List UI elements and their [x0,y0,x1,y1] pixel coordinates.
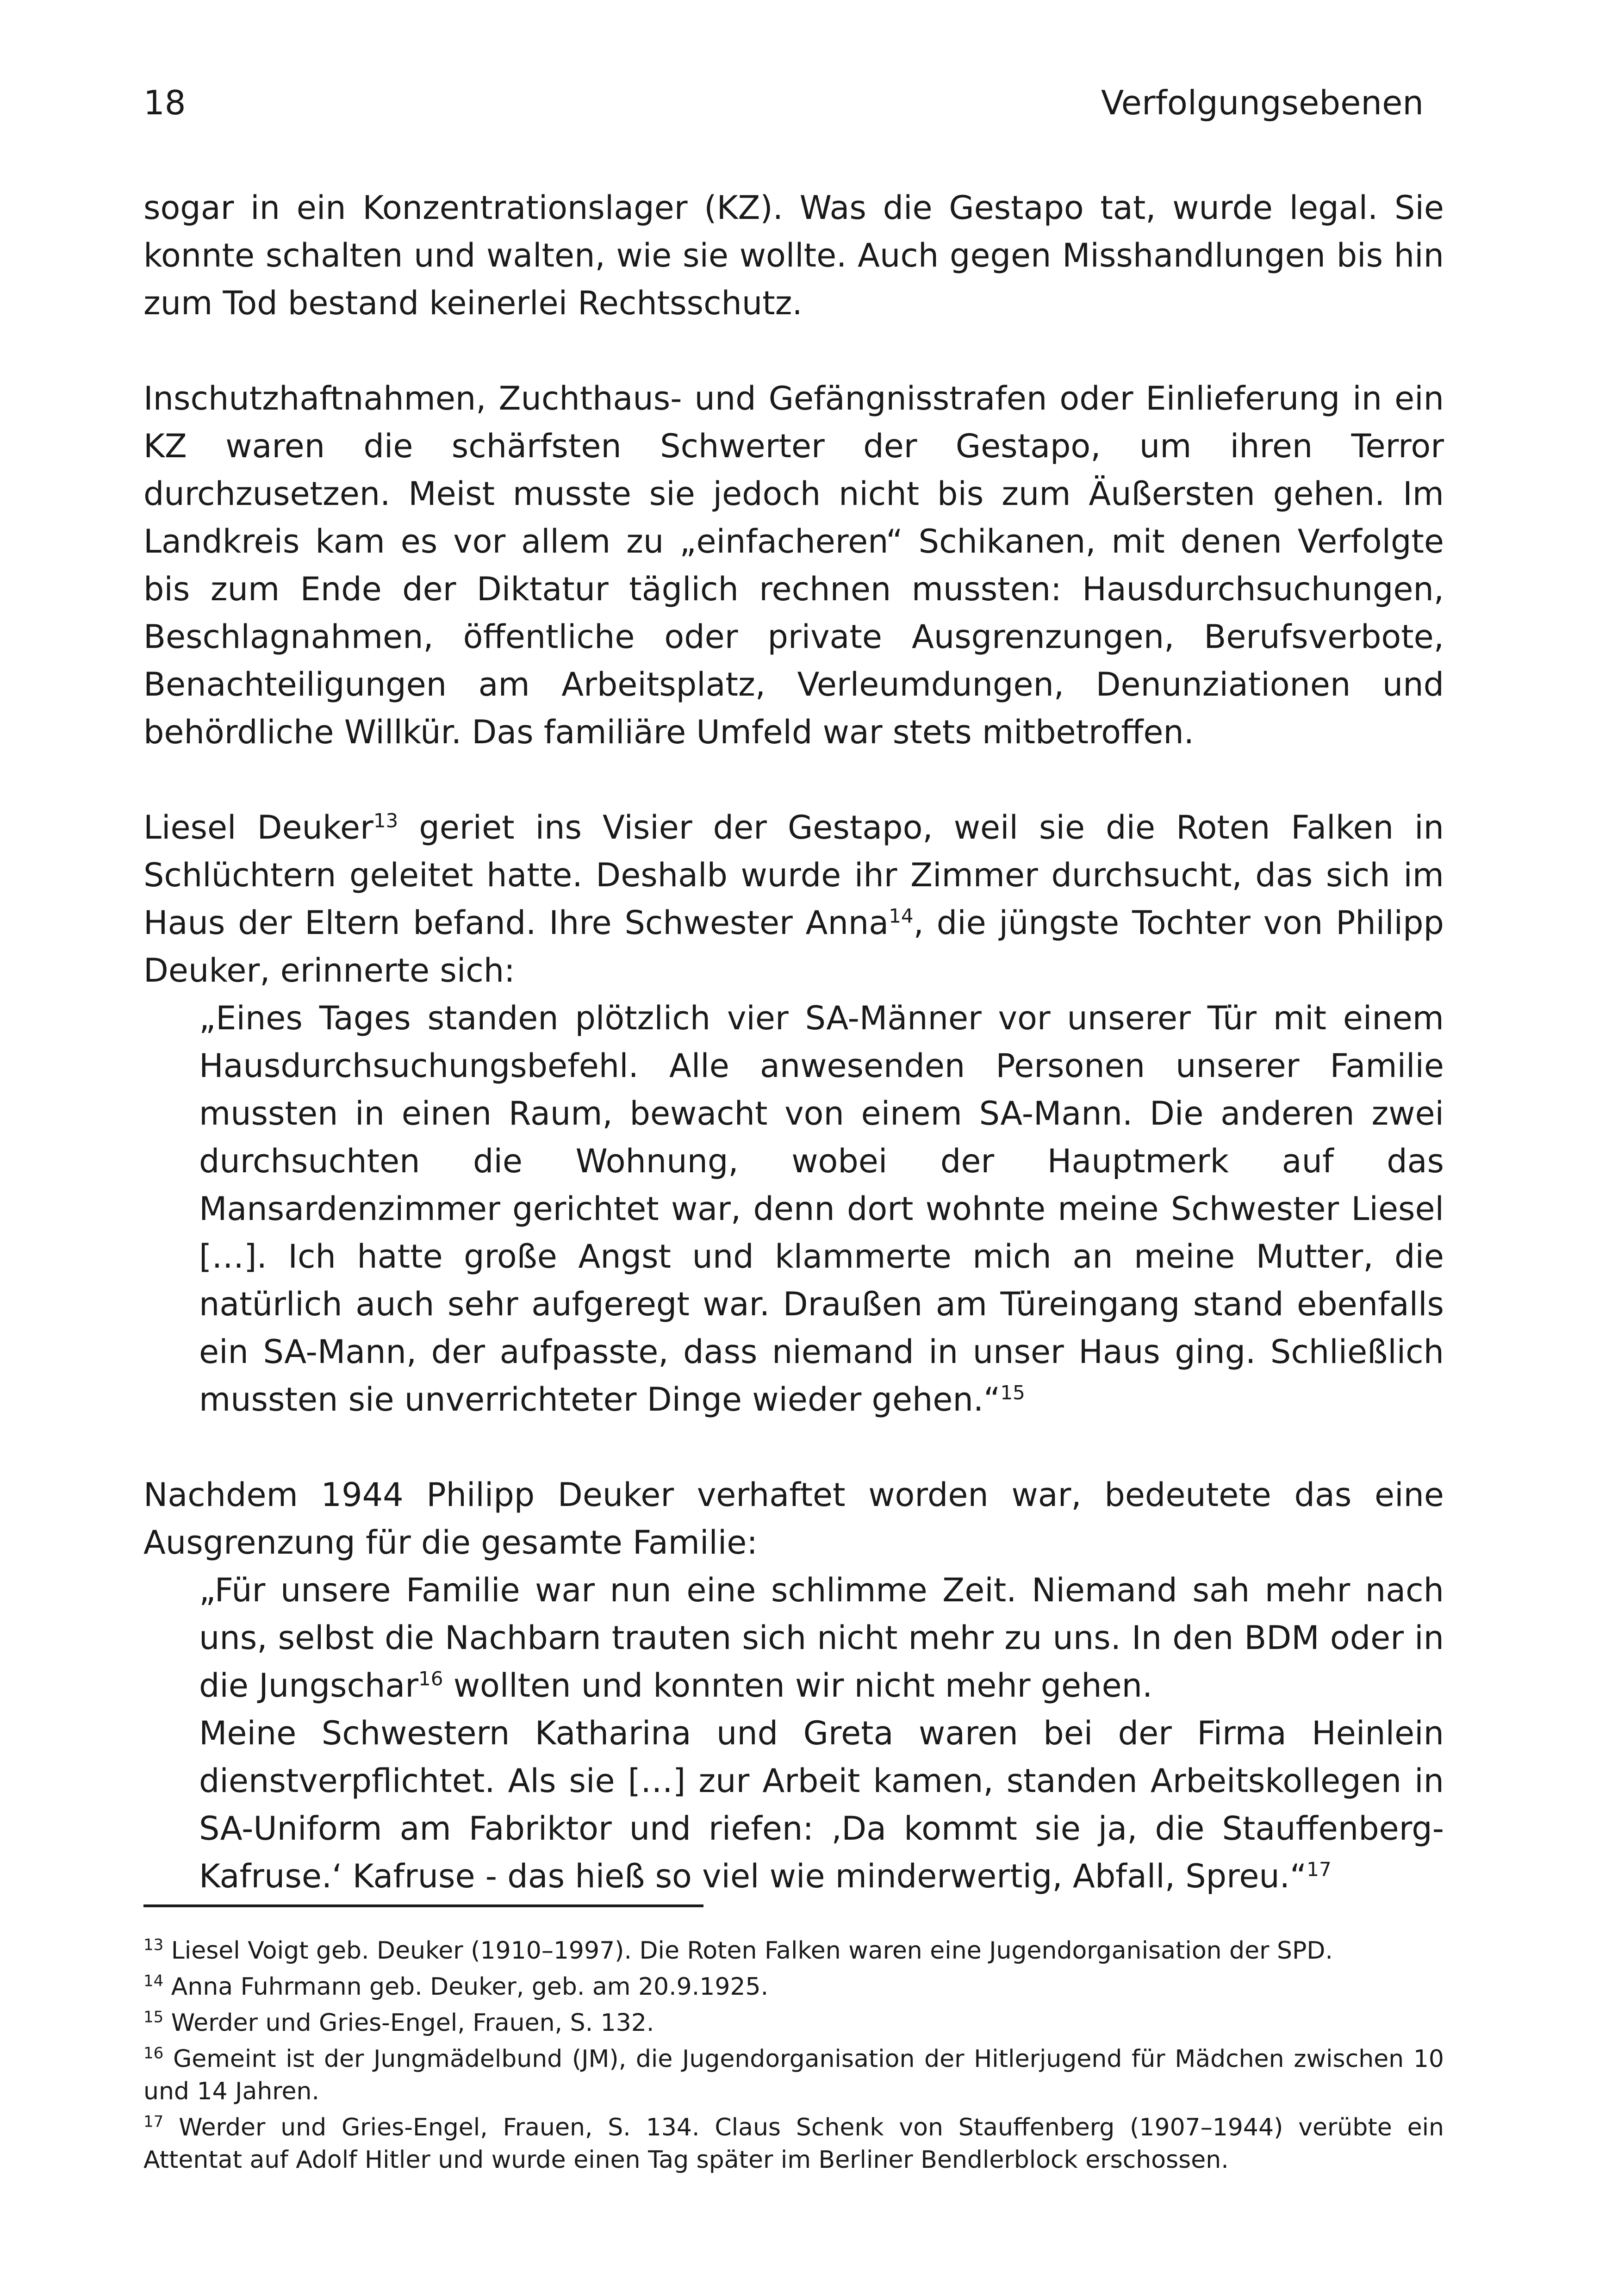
quote-2-text [199,1567,1444,1710]
paragraph-3-text-c: , die jüngste Tochter von Philipp Deuker, erinnerte sich: [143,904,1444,989]
quote-3-text [199,1710,1444,1900]
footnote-13 [143,1935,1444,1967]
footnote-16 [143,2043,1444,2108]
paragraph-1: sogar in ein Konzentrationslager (KZ). Was die Gestapo tat, wurde legal. Sie konnte schalten und walten, wie sie wollte. Auch gegen Misshandlungen bis hin zum Tod bestand keinerlei Rechtsschutz. [143,189,1444,322]
footnote-number: 15 [143,2008,164,2027]
footnote-ref-16[interactable]: 16 [418,1667,443,1690]
footnote-ref-14[interactable]: 14 [889,904,914,927]
footnote-number: 16 [143,2044,164,2063]
footnote-text: Anna Fuhrmann geb. Deuker, geb. am 20.9.1925. [163,1973,769,2001]
body-text [143,184,1444,1948]
page-header [143,83,1424,134]
page-number: 18 [143,83,186,122]
footnote-ref-15[interactable]: 15 [1000,1381,1025,1404]
footnotes [143,1935,1444,2180]
paragraph-3-text-b: geriet ins Visier der Gestapo, weil sie die Roten Falken in Schlüchtern geleitet hatte. Deshalb wurde ihr Zimmer durchsucht, das sich im Haus der Eltern befand. Ihre Schwester Anna [143,809,1444,942]
footnote-ref-13[interactable]: 13 [373,809,398,832]
block-quote-1 [199,995,1444,1424]
footnote-separator [143,1904,703,1907]
quote-2-body-a: „Für unsere Familie war nun eine schlimme Zeit. Niemand sah mehr nach uns, selbst die Nachbarn trauten sich nicht mehr zu uns. In den BDM oder in die Jungschar [199,1571,1444,1705]
quote-3-body: Meine Schwestern Katharina und Greta waren bei der Firma Heinlein dienstverpflichtet. Als sie […] zur Arbeit kamen, standen Arbeitskollegen in SA-Uniform am Fabriktor und riefen: ‚Da kommt sie ja, die Stauffenberg-Kafruse.‘ Kafruse - das hieß so viel wie minderwertig, Abfall, Spreu.“ [199,1714,1444,1895]
footnote-text: Werder und Gries-Engel, Frauen, S. 132. [163,2009,654,2037]
quote-1-body: „Eines Tages standen plötzlich vier SA-Männer vor unserer Tür mit einem Hausdurchsuchungsbefehl. Alle anwesenden Personen unserer Familie mussten in einen Raum, bewacht von einem SA-Mann. Die anderen zwei durchsuchten die Wohnung, wobei der Hauptmerk auf das Mansardenzimmer gerichtet war, denn dort wohnte meine Schwester Liesel […]. Ich hatte große Angst und klammerte mich an meine Mutter, die natürlich auch sehr aufgeregt war. Draußen am Türeingang stand ebenfalls ein SA-Mann, der aufpasste, dass niemand in unser Haus ging. Schließlich mussten sie unverrichteter Dinge wieder gehen.“ [199,999,1444,1419]
footnote-text: Werder und Gries-Engel, Frauen, S. 134. Claus Schenk von Stauffenberg (1907–1944) verübte ein Attentat auf Adolf Hitler und wurde einen Tag später im Berliner Bendlerblock erschossen. [143,2114,1444,2174]
footnote-17 [143,2111,1444,2176]
paragraph-3-text-a: Liesel Deuker [143,809,373,846]
quote-1-text [199,995,1444,1424]
running-title: Verfolgungsebenen [1101,83,1424,122]
block-quote-2 [199,1567,1444,1900]
footnote-text: Gemeint ist der Jungmädelbund (JM), die Jugendorganisation der Hitlerjugend für Mädchen zwischen 10 und 14 Jahren. [143,2045,1444,2105]
paragraph-2: Inschutzhaftnahmen, Zuchthaus- und Gefängnisstrafen oder Einlieferung in ein KZ waren die schärfsten Schwerter der Gestapo, um ihren Terror durchzusetzen. Meist musste sie jedoch nicht bis zum Äußersten gehen. Im Landkreis kam es vor allem zu „einfacheren“ Schikanen, mit denen Verfolgte bis zum Ende der Diktatur täglich rechnen mussten: Hausdurchsuchungen, Beschlagnahmen, öffentliche oder private Ausgrenzungen, Berufsverbote, Benachteiligungen am Arbeitsplatz, Verleumdungen, Denunziationen und behördliche Willkür. Das familiäre Umfeld war stets mitbetroffen. [143,380,1444,751]
paragraph-4: Nachdem 1944 Philipp Deuker verhaftet worden war, bedeutete das eine Ausgrenzung für die gesamte Familie: [143,1476,1444,1562]
paragraph-3 [143,804,1444,995]
footnote-text: Liesel Voigt geb. Deuker (1910–1997). Die Roten Falken waren eine Jugendorganisation der SPD. [163,1937,1333,1965]
footnote-number: 14 [143,1972,164,1991]
footnote-number: 13 [143,1935,164,1954]
footnote-14 [143,1971,1444,2003]
footnote-ref-17[interactable]: 17 [1307,1858,1332,1881]
footnote-15 [143,2007,1444,2039]
quote-2-body-b: wollten und konnten wir nicht mehr gehen. [443,1667,1153,1705]
footnote-number: 17 [143,2112,164,2131]
